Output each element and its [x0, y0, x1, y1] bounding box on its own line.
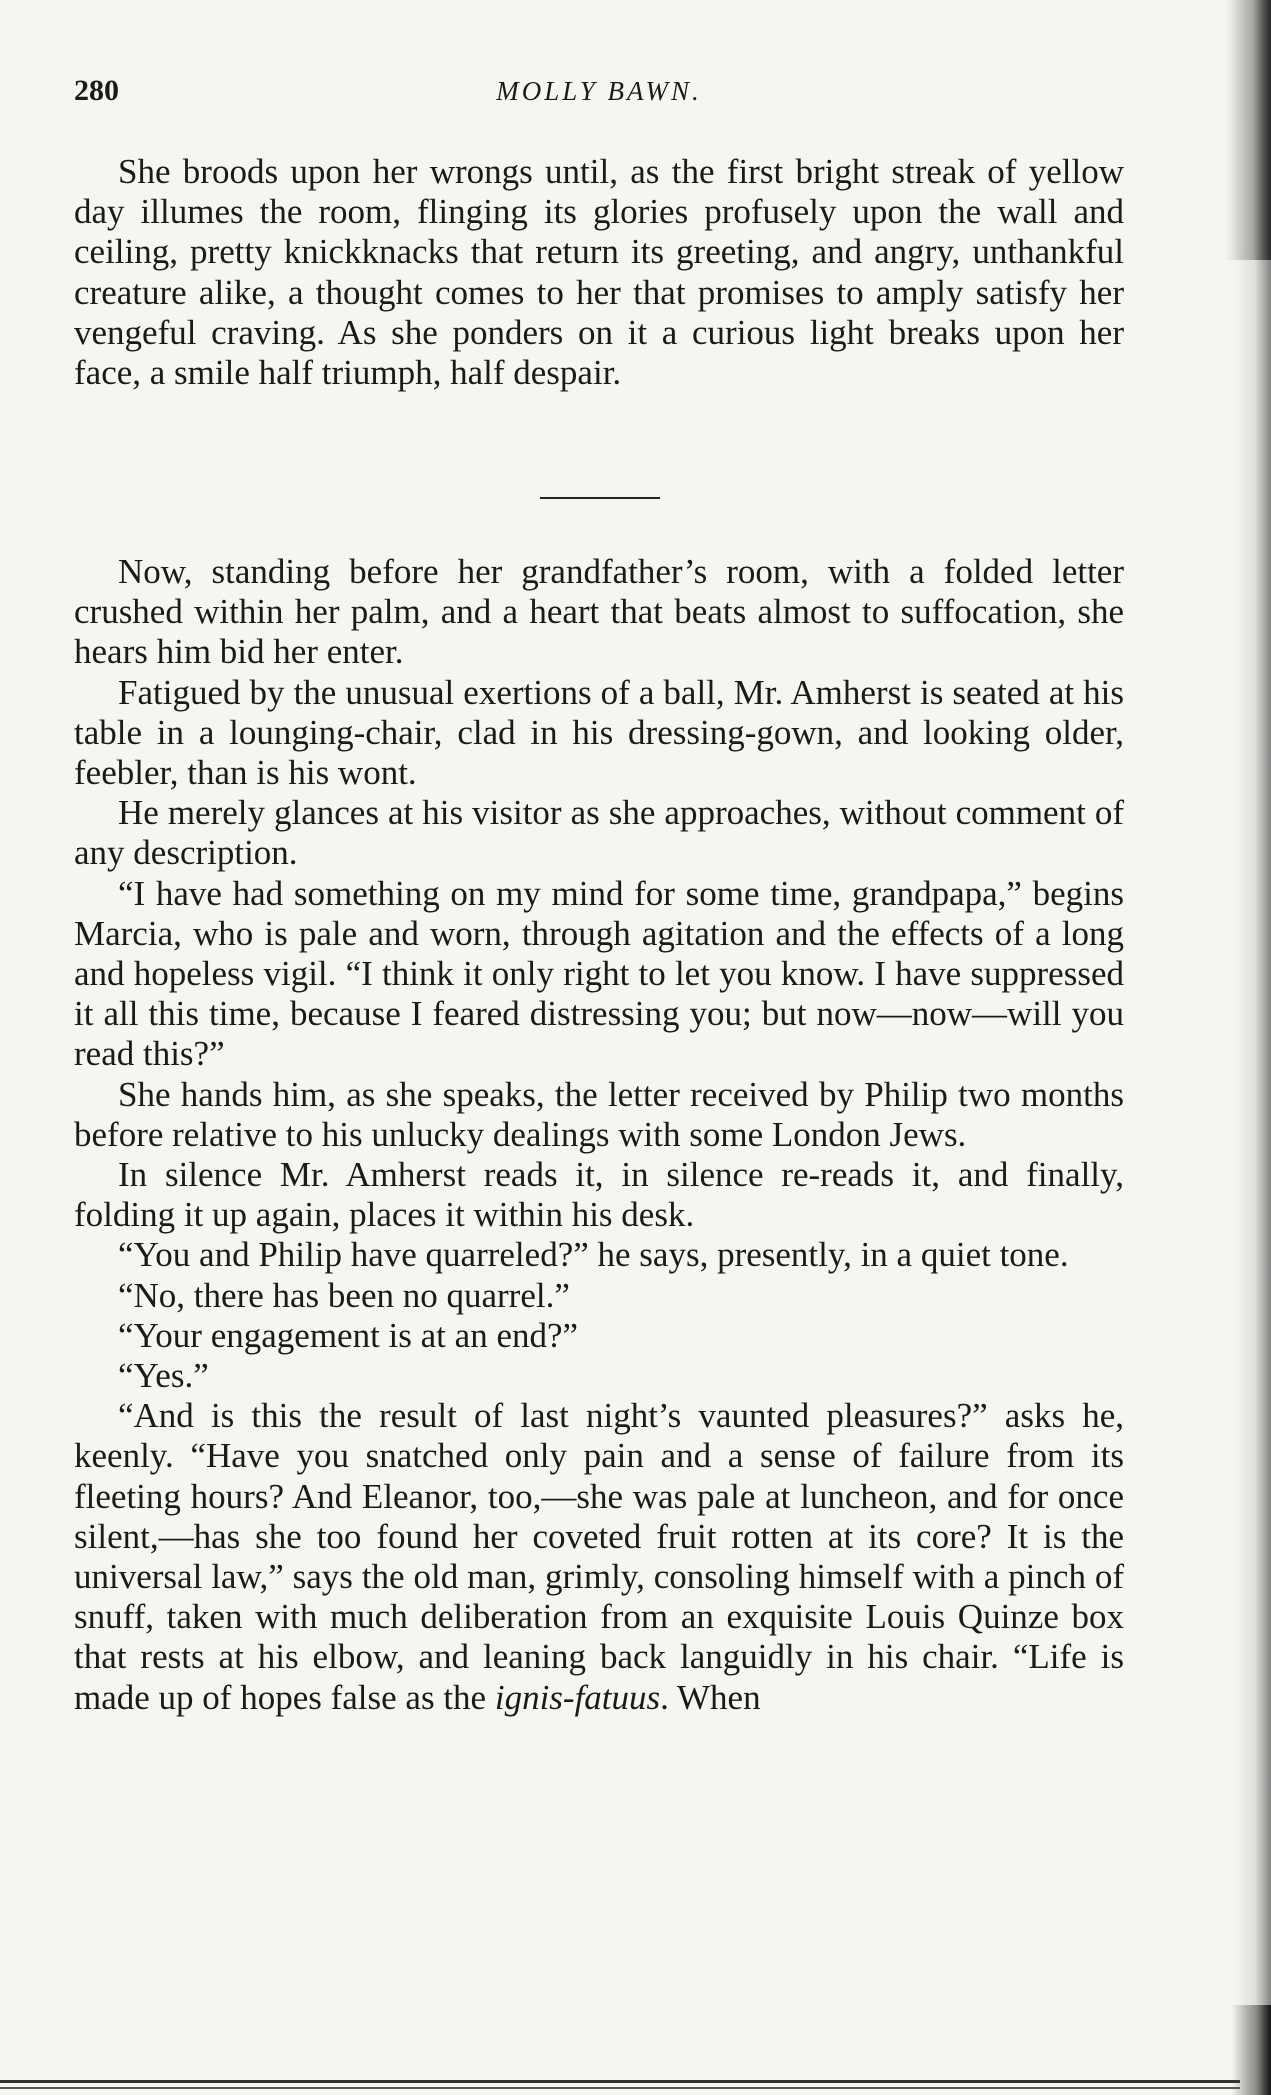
section-divider — [540, 497, 660, 499]
section-2-text — [74, 552, 1124, 1718]
section-1-text — [74, 152, 1124, 393]
paragraph: She broods upon her wrongs until, as the first bright streak of yellow day illumes the room, flinging its glories profusely upon the wall and ceiling, pretty knickknacks that return its greeting, and angry, unthankful creature alike, a thought comes to her that promises to amply satisfy her vengeful craving. As she ponders on it a curious light breaks upon her face, a smile half triumph, half despair. — [74, 152, 1124, 393]
paragraph: “Your engagement is at an end?” — [118, 1315, 579, 1355]
paragraph: “No, there has been no quarrel.” — [118, 1275, 570, 1315]
book-title: MOLLY BAWN. — [496, 76, 702, 106]
bottom-rule-secondary — [0, 2087, 1240, 2089]
page-edge-shadow-top — [1225, 0, 1271, 260]
paragraph: She hands him, as she speaks, the letter received by Philip two months before relative to his unlucky dealings with some London Jews. — [74, 1074, 1124, 1154]
italic-phrase: ignis-fatuus — [494, 1677, 661, 1717]
page-edge-shadow — [1235, 0, 1271, 2095]
paragraph: “You and Philip have quarreled?” he says, presently, in a quiet tone. — [118, 1235, 1069, 1275]
paragraph: He merely glances at his visitor as she approaches, without comment of any description. — [74, 793, 1124, 873]
paragraph-final-text: “And is this the result of last night’s vaunted pleasures?” asks he, keenly. “Have you snatched only pain and a sense of failure from its fleeting hours? And Eleanor, too,—she was pale at luncheon, and for once silent,—has she too found her coveted fruit rotten at its core? It is the universal law,” says the old man, grimly, consoling himself with a pinch of snuff, taken with much deliberation from an exquisite Louis Quinze box that rests at his elbow, and leaning back languidly in his chair. “Life is made up of hopes false as the — [74, 1396, 1124, 1717]
paragraph: “I have had something on my mind for some time, grandpapa,” begins Marcia, who is pale and worn, through agitation and the effects of a long and hopeless vigil. “I think it only right to let you know. I have suppressed it all this time, because I feared distressing you; but now—now—will you read this?” — [74, 873, 1124, 1074]
paragraph-final-tail: . When — [660, 1677, 761, 1717]
page-number: 280 — [74, 74, 119, 107]
paragraph: In silence Mr. Amherst reads it, in silence re-reads it, and finally, folding it up again, places it within his desk. — [74, 1155, 1124, 1235]
running-head — [74, 74, 1124, 114]
paragraph: Now, standing before her grandfather’s room, with a folded letter crushed within her palm, and a heart that beats almost to suffocation, she hears him bid her enter. — [74, 552, 1124, 672]
paragraph-final — [74, 1396, 1124, 1718]
bottom-rule — [0, 2080, 1240, 2083]
paragraph: “Yes.” — [118, 1356, 209, 1396]
paragraph: Fatigued by the unusual exertions of a ball, Mr. Amherst is seated at his table in a lounging-chair, clad in his dressing-gown, and looking older, feebler, than is his wont. — [74, 672, 1124, 793]
